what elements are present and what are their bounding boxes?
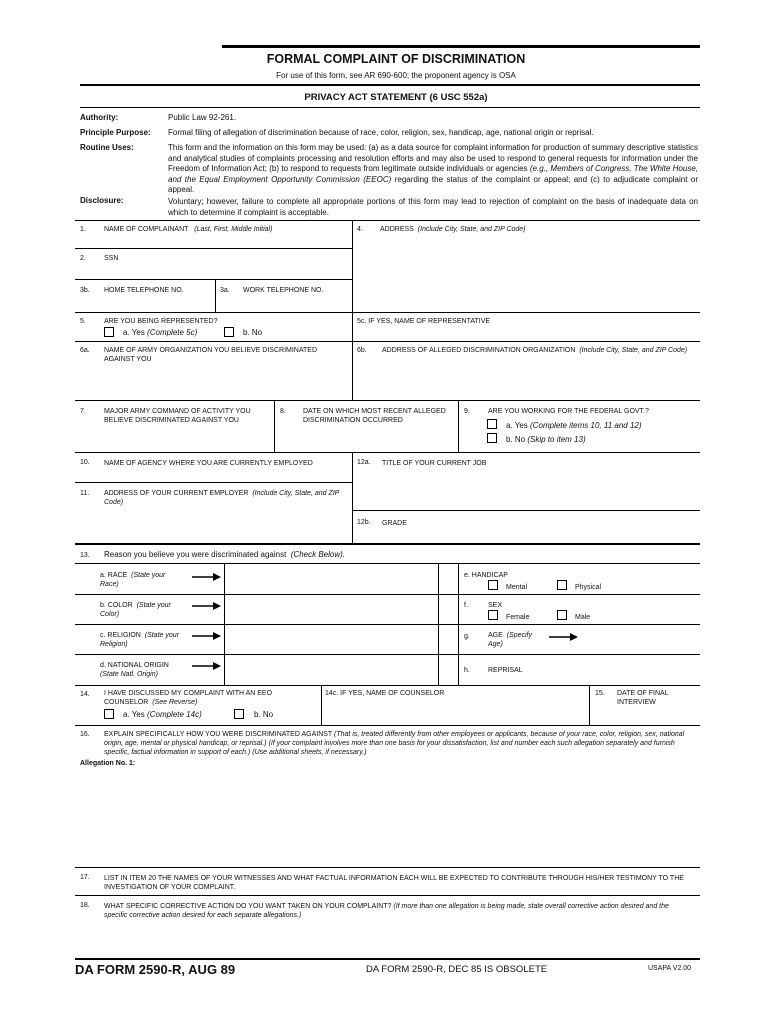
field-3a-number: 3a. <box>220 287 230 294</box>
routine-label: Routine Uses: <box>80 143 134 152</box>
grid-line <box>589 685 590 725</box>
form-id: DA FORM 2590-R, AUG 89 <box>75 962 236 977</box>
arrow-right-icon <box>192 601 222 611</box>
field-7-label[interactable]: MAJOR ARMY COMMAND OF ACTIVITY YOU BELIEVE DISCRIMINATED AGAINST YOU <box>104 408 251 424</box>
grid-line <box>75 341 700 342</box>
field-16-textarea[interactable] <box>77 770 697 864</box>
reason-religion-label: c. RELIGION (State your Religion) <box>100 632 179 648</box>
handicap-mental-checkbox[interactable] <box>488 580 498 590</box>
field-15-number: 15. <box>595 690 605 697</box>
grid-line <box>352 452 353 543</box>
field-10-number: 10. <box>80 459 90 466</box>
reason-handicap-label: e. HANDICAP <box>464 572 508 579</box>
reason-reprisal-number: h. <box>464 667 470 674</box>
form-subtitle: For use of this form, see AR 690-600; the proponent agency is OSA <box>276 71 516 80</box>
field-5-number: 5. <box>80 318 86 325</box>
disclosure-label: Disclosure: <box>80 196 124 205</box>
sex-male-checkbox[interactable] <box>557 610 567 620</box>
grid-line <box>75 248 352 249</box>
field-9-yes-label: a. Yes (Complete items 10, 11 and 12) <box>506 421 642 430</box>
handicap-physical-checkbox[interactable] <box>557 580 567 590</box>
field-7-number: 7. <box>80 408 86 415</box>
grid-line <box>75 654 700 655</box>
field-14-yes-checkbox[interactable] <box>104 709 114 719</box>
authority-label: Authority: <box>80 113 119 122</box>
obsolete-notice: DA FORM 2590-R, DEC 85 IS OBSOLETE <box>366 964 548 975</box>
grid-line <box>352 220 353 312</box>
field-9-label: ARE YOU WORKING FOR THE FEDERAL GOVT.? <box>488 408 649 415</box>
field-14-no-checkbox[interactable] <box>234 709 244 719</box>
field-12b-number: 12b. <box>357 519 371 526</box>
routine-text: This form and the information on this form may be used: (a) as a data source for complaint information for production of summary descriptive statistics and analytical studies of complaints processing and resolution efforts and may also be used to respond to general requests for information under the Freedom of Information Act; (b) to respond to requests from legitimate outside individuals or agencies (e.g., Members of Congress, The White House, and the Equal Employment Opportunity Commission (EEOC) regarding the status of the complaint or appeal; and (c) to adjudicate complaint or appeal. <box>168 143 699 194</box>
field-15-label[interactable]: DATE OF FINAL INTERVIEW <box>617 690 669 706</box>
field-14-no-label: b. No <box>254 710 274 719</box>
field-16-label: EXPLAIN SPECIFICALLY HOW YOU WERE DISCRIMINATED AGAINST (That is, treated differently from other employees or applicants, because of your race, color, religion, sex, national origin, age, mental or physical handicap, or reprisal.) (If your complaint involves more than one basis for your dissatisfaction, list and number each such allegation separately and furnish specific, factual information in support of each.) (Use additional sheets, if necessary.) <box>104 731 685 756</box>
top-rule <box>222 45 700 48</box>
field-11-label[interactable]: ADDRESS OF YOUR CURRENT EMPLOYER (Include City, State, and ZIP Code) <box>104 490 340 506</box>
grid-line <box>75 563 700 564</box>
grid-line <box>352 312 353 400</box>
field-6b-number: 6b. <box>357 347 367 354</box>
field-5-yes-checkbox[interactable] <box>104 327 114 337</box>
grid-line <box>75 400 700 401</box>
rule-under-privacy <box>80 107 700 108</box>
grid-line <box>75 220 700 221</box>
version-label: USAPA V2.00 <box>648 965 692 972</box>
field-9-no-checkbox[interactable] <box>487 433 497 443</box>
field-11-number: 11. <box>80 490 90 497</box>
field-8-number: 8. <box>280 408 286 415</box>
field-2-label[interactable]: SSN <box>104 255 119 262</box>
reason-sex-number: f. <box>464 602 468 609</box>
grid-line <box>75 482 352 483</box>
grid-line <box>321 685 322 725</box>
handicap-physical-label: Physical <box>575 584 602 591</box>
grid-line <box>75 452 700 453</box>
grid-line <box>352 510 700 511</box>
reason-reprisal-label: REPRISAL <box>488 667 523 674</box>
field-14-label: I HAVE DISCUSSED MY COMPLAINT WITH AN EEO COUNSELOR (See Reverse) <box>104 690 273 706</box>
field-6a-number: 6a. <box>80 347 90 354</box>
field-12a-number: 12a. <box>357 459 371 466</box>
field-1-number: 1. <box>80 226 86 233</box>
field-14-number: 14. <box>80 691 90 698</box>
reason-color-input[interactable] <box>226 596 436 623</box>
field-6b-label[interactable]: ADDRESS OF ALLEGED DISCRIMINATION ORGANIZATION (Include City, State, and ZIP Code) <box>382 347 688 354</box>
field-18-label: WHAT SPECIFIC CORRECTIVE ACTION DO YOU WANT TAKEN ON YOUR COMPLAINT? (If more than one allegation is being made, state overall corrective action desired and the specific corrective action desired for each separate allegations.) <box>104 903 669 919</box>
field-13-label: Reason you believe you were discriminated against (Check Below). <box>104 550 346 559</box>
field-12b-label[interactable]: GRADE <box>382 520 407 527</box>
form-title: FORMAL COMPLAINT OF DISCRIMINATION <box>266 52 526 66</box>
rule-under-subtitle <box>80 84 700 86</box>
grid-line <box>75 685 700 686</box>
purpose-label: Principle Purpose: <box>80 128 151 137</box>
field-17-label: LIST IN ITEM 20 THE NAMES OF YOUR WITNESSES AND WHAT FACTUAL INFORMATION EACH WILL BE EXPECTED TO CONTRIBUTE THROUGH HIS/HER TESTIMONY TO THE INVESTIGATION OF YOUR COMPLAINT. <box>104 875 684 891</box>
field-14c-label[interactable]: 14c. IF YES, NAME OF COUNSELOR <box>325 690 445 697</box>
reason-sex-label: SEX <box>488 602 503 609</box>
field-9-no-label: b. No (Skip to item 13) <box>506 435 586 444</box>
grid-line <box>75 867 700 868</box>
disclosure-text: Voluntary; however, failure to complete all appropriate portions of this form may lead to rejection of complaint on the basis of inadequate data on which to determine if complaint is acceptable. <box>168 197 698 217</box>
arrow-right-icon <box>192 661 222 671</box>
field-6a-label[interactable]: NAME OF ARMY ORGANIZATION YOU BELIEVE DISCRIMINATED AGAINST YOU <box>104 347 318 363</box>
reason-age-label: AGE (Specify Age) <box>488 632 532 648</box>
field-18-number: 18. <box>80 902 90 909</box>
field-9-yes-checkbox[interactable] <box>487 419 497 429</box>
reason-religion-input[interactable] <box>226 626 436 653</box>
field-5-label: ARE YOU BEING REPRESENTED? <box>104 318 218 325</box>
field-10-label[interactable]: NAME OF AGENCY WHERE YOU ARE CURRENTLY EMPLOYED <box>104 460 313 467</box>
grid-line <box>458 400 459 452</box>
grid-line <box>215 279 216 312</box>
reason-race-label: a. RACE (State your Race) <box>100 572 166 588</box>
field-3b-number: 3b. <box>80 287 90 294</box>
authority-text: Public Law 92-261. <box>168 113 237 122</box>
field-4-number: 4. <box>357 226 363 233</box>
privacy-heading: PRIVACY ACT STATEMENT (6 USC 552a) <box>304 92 488 103</box>
purpose-text: Formal filing of allegation of discrimination because of race, color, religion, sex, handicap, age, national origin or reprisal. <box>168 128 594 137</box>
arrow-right-icon <box>549 632 579 642</box>
field-13-number: 13. <box>80 552 90 559</box>
grid-line <box>75 279 352 280</box>
field-2-number: 2. <box>80 255 86 262</box>
field-3a-label[interactable]: WORK TELEPHONE NO. <box>243 287 324 294</box>
allegation-label: Allegation No. 1: <box>80 760 136 767</box>
grid-line <box>75 543 700 545</box>
sex-male-label: Male <box>575 614 591 621</box>
handicap-mental-label: Mental <box>506 584 528 591</box>
sex-female-checkbox[interactable] <box>488 610 498 620</box>
reason-age-number: g. <box>464 633 470 640</box>
field-18-textarea[interactable] <box>77 922 697 956</box>
reason-race-input[interactable] <box>226 565 436 593</box>
field-17-number: 17. <box>80 874 90 881</box>
field-4-label[interactable]: ADDRESS (Include City, State, and ZIP Code) <box>380 226 526 233</box>
bottom-rule <box>75 958 700 960</box>
field-9-number: 9. <box>464 408 470 415</box>
arrow-right-icon <box>192 572 222 582</box>
field-5-no-checkbox[interactable] <box>224 327 234 337</box>
grid-line <box>274 400 275 452</box>
field-5-no-label: b. No <box>243 328 263 337</box>
field-8-label[interactable]: DATE ON WHICH MOST RECENT ALLEGED DISCRIMINATION OCCURRED <box>303 408 446 424</box>
field-12a-label[interactable]: TITLE OF YOUR CURRENT JOB <box>382 460 487 467</box>
grid-line <box>75 725 700 726</box>
field-5c-label[interactable]: 5c. IF YES, NAME OF REPRESENTATIVE <box>357 318 491 325</box>
field-14-yes-label: a. Yes (Complete 14c) <box>123 710 202 719</box>
reason-national-origin-label: d. NATIONAL ORIGIN (State Natl. Origin) <box>100 662 169 678</box>
reason-national-origin-input[interactable] <box>226 656 436 684</box>
reason-color-label: b. COLOR (State your Color) <box>100 602 171 618</box>
grid-line <box>75 895 700 896</box>
grid-line <box>75 594 700 595</box>
grid-line <box>75 312 700 313</box>
reason-age-input[interactable] <box>582 626 698 653</box>
field-5-yes-label: a. Yes (Complete 5c) <box>123 328 198 337</box>
field-1-label[interactable]: NAME OF COMPLAINANT (Last, First, Middle Initial) <box>104 226 273 233</box>
grid-line <box>75 624 700 625</box>
sex-female-label: Female <box>506 614 530 621</box>
arrow-right-icon <box>192 631 222 641</box>
field-16-number: 16. <box>80 731 90 738</box>
field-3b-label[interactable]: HOME TELEPHONE NO. <box>104 287 184 294</box>
